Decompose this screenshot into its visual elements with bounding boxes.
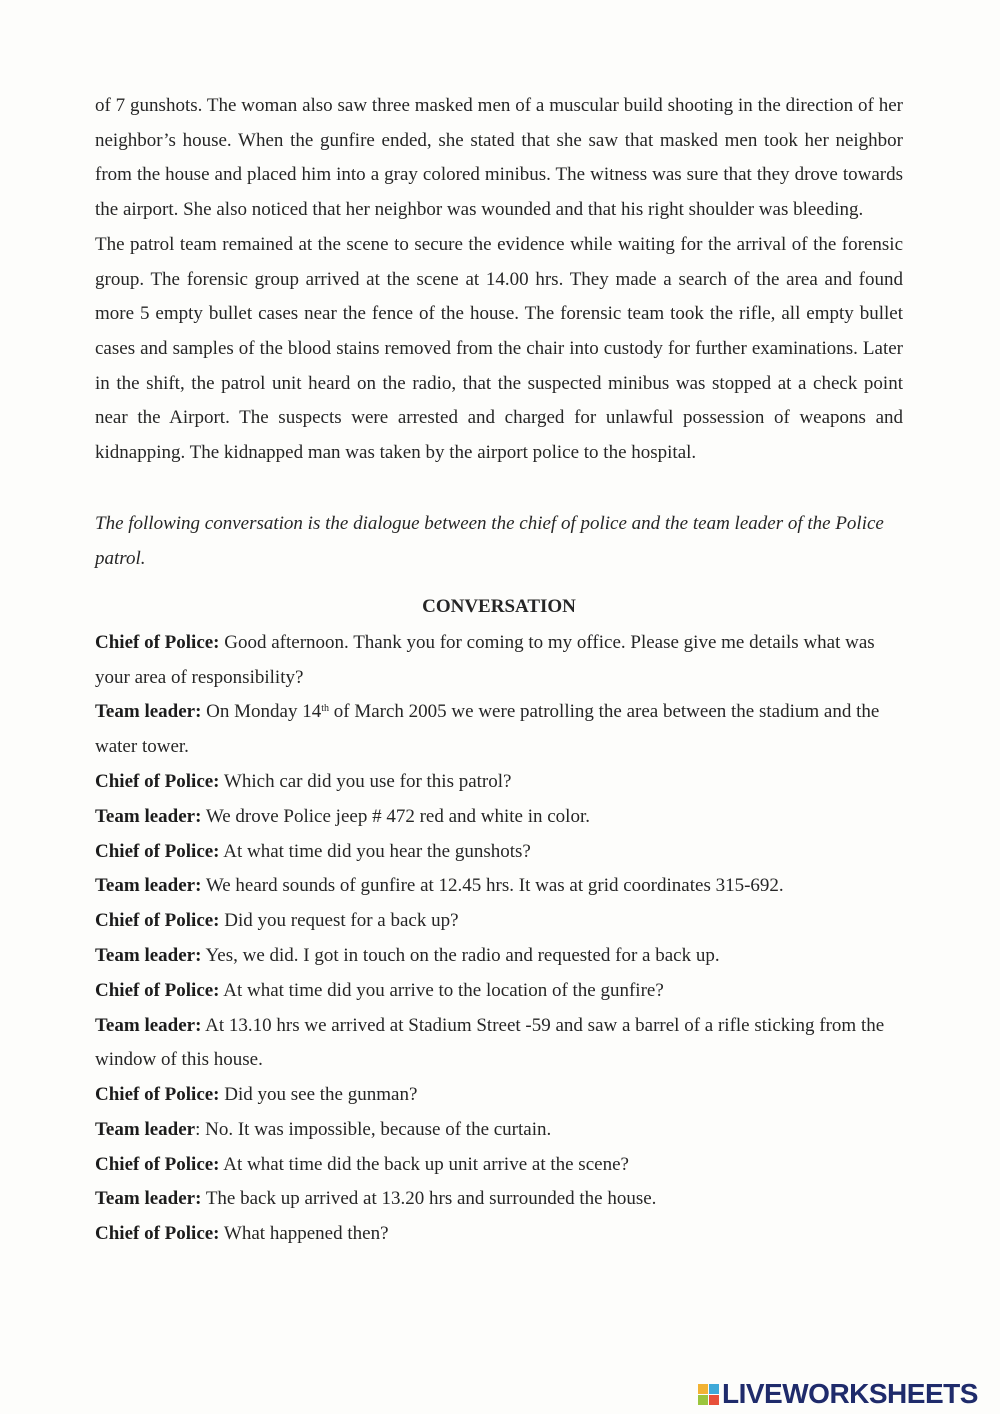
dialogue-text: Yes, we did. I got in touch on the radio and requested for a back up. [201, 944, 720, 966]
dialogue-line [95, 974, 903, 1009]
dialogue-text: At what time did the back up unit arrive at the scene? [219, 1153, 629, 1175]
dialogue-text: On Monday 14 [201, 701, 322, 723]
dialogue-line [95, 835, 903, 870]
ordinal-suffix: th [321, 703, 330, 715]
speaker-label: Chief of Police: [95, 1153, 220, 1175]
dialogue-text: Which car did you use for this patrol? [219, 770, 512, 792]
speaker-label: Chief of Police: [95, 770, 220, 792]
dialogue-line [95, 939, 903, 974]
speaker-label: Team leader: [95, 1188, 202, 1210]
liveworksheets-logo[interactable] [698, 1374, 978, 1414]
dialogue-text: Did you request for a back up? [219, 910, 459, 932]
dialogue-text: At what time did you hear the gunshots? [219, 840, 531, 862]
dialogue-line [95, 765, 903, 800]
dialogue-text: : No. It was impossible, because of the curtain. [195, 1118, 552, 1140]
dialogue-line [95, 1148, 903, 1183]
speaker-label: Chief of Police: [95, 1223, 220, 1245]
dialogue-line [95, 1182, 903, 1217]
document-page [95, 89, 903, 1252]
dialogue-line [95, 800, 903, 835]
conversation-intro: The following conversation is the dialogue between the chief of police and the team leader of the Police patrol. [95, 512, 884, 569]
dialogue-text: We drove Police jeep # 472 red and white in color. [201, 805, 590, 827]
logo-square-4 [709, 1395, 719, 1405]
paragraph-1: of 7 gunshots. The woman also saw three masked men of a muscular build shooting in the direction of her neighbor’s house. When the gunfire ended, she stated that she saw that masked men took her neighbor from the house and placed him into a gray colored minibus. The witness was sure that they drove towards the airport. She also noticed that her neighbor was wounded and that his right shoulder was bleeding. [95, 95, 903, 221]
conversation-heading: CONVERSATION [422, 595, 576, 617]
dialogue-line [95, 1078, 903, 1113]
speaker-label: Chief of Police: [95, 1084, 220, 1106]
speaker-label: Chief of Police: [95, 910, 220, 932]
narrative-section [95, 89, 903, 471]
paragraph-2: The patrol team remained at the scene to secure the evidence while waiting for the arrival of the forensic group. The forensic group arrived at the scene at 14.00 hrs. They made a search of the area and found more 5 empty bullet cases near the fence of the house. The forensic team took the rifle, all empty bullet cases and samples of the blood stains removed from the chair into custody for further examinations. Later in the shift, the patrol unit heard on the radio, that the suspected minibus was stopped at a check point near the Airport. The suspects were arrested and charged for unlawful possession of weapons and kidnapping. The kidnapped man was taken by the airport police to the hospital. [95, 233, 903, 464]
dialogue-line [95, 1009, 903, 1079]
dialogue-line [95, 904, 903, 939]
speaker-label: Team leader: [95, 805, 202, 827]
logo-text: LIVEWORKSHEETS [722, 1378, 978, 1409]
dialogue-line [95, 869, 903, 904]
speaker-label: Team leader [95, 1118, 196, 1140]
dialogue-text: Did you see the gunman? [219, 1084, 418, 1106]
dialogue-text: The back up arrived at 13.20 hrs and surrounded the house. [201, 1188, 657, 1210]
dialogue-text: At what time did you arrive to the location of the gunfire? [219, 979, 664, 1001]
speaker-label: Team leader: [95, 701, 202, 723]
speaker-label: Chief of Police: [95, 979, 220, 1001]
dialogue-line [95, 626, 903, 696]
speaker-label: Team leader: [95, 1014, 202, 1036]
speaker-label: Chief of Police: [95, 840, 220, 862]
dialogue-line [95, 695, 903, 765]
speaker-label: Team leader: [95, 944, 202, 966]
dialogue-list [95, 626, 903, 1252]
dialogue-text: What happened then? [219, 1223, 389, 1245]
dialogue-text: Good afternoon. Thank you for coming to my office. Please give me details what was your area of responsibility? [95, 631, 875, 688]
dialogue-text: At 13.10 hrs we arrived at Stadium Street -59 and saw a barrel of a rifle sticking from the window of this house. [95, 1014, 885, 1071]
logo-square-1 [698, 1384, 708, 1394]
logo-square-3 [698, 1395, 708, 1405]
logo-square-2 [709, 1384, 719, 1394]
dialogue-text: of March 2005 we were patrolling the area between the stadium and the water tower. [95, 701, 880, 758]
logo-mark-icon [698, 1384, 719, 1405]
speaker-label: Chief of Police: [95, 631, 220, 653]
speaker-label: Team leader: [95, 875, 202, 897]
dialogue-line [95, 1113, 903, 1148]
dialogue-text: We heard sounds of gunfire at 12.45 hrs. It was at grid coordinates 315-692. [201, 875, 784, 897]
dialogue-line [95, 1217, 903, 1252]
